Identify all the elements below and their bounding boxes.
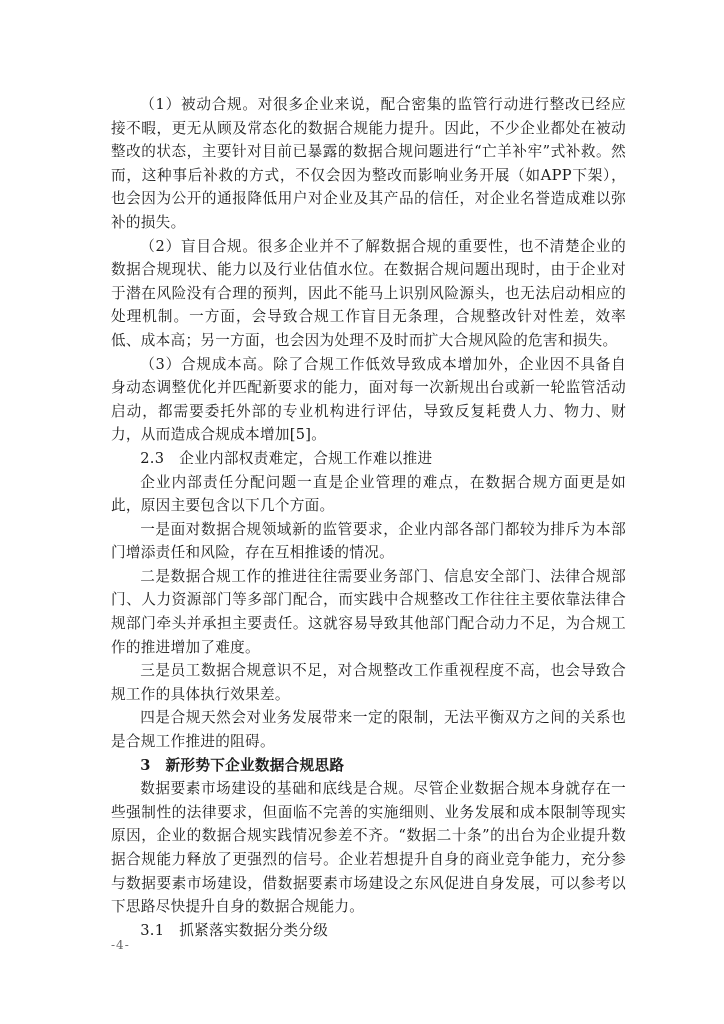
- paragraph-reason-two: 二是数据合规工作的推进往往需要业务部门、信息安全部门、法律合规部门、人力资源部门等多部门配合，而实践中合规整改工作往往主要依靠法律合规部门牵头并承担主要责任。这就容易导致其他部门配合动力不足，为合规工作的推进增加了难度。: [111, 567, 626, 656]
- paragraph-passive-compliance: （1）被动合规。对很多企业来说，配合密集的监管行动进行整改已经应接不暇，更无从顾及常态化的数据合规能力提升。因此，不少企业都处在被动整改的状态，主要针对目前已暴露的数据合规问题进行“亡羊补牢”式补救。然而，这种事后补救的方式，不仅会因为整改而影响业务开展（如APP下架），也会因为公开的通报降低用户对企业及其产品的信任，对企业名誉造成难以弥补的损失。: [111, 96, 626, 231]
- section-heading-3-1: 3.1 抓紧落实数据分类分级: [140, 921, 329, 939]
- paragraph-reason-three: 三是员工数据合规意识不足，对合规整改工作重视程度不高，也会导致合规工作的具体执行效果差。: [111, 662, 626, 703]
- paragraph-reason-one: 一是面对数据合规领域新的监管要求，企业内部各部门都较为排斥为本部门增添责任和风险，存在互相推诿的情况。: [111, 520, 626, 562]
- paragraph-compliance-approach: 数据要素市场建设的基础和底线是合规。尽管企业数据合规本身就存在一些强制性的法律要求，但面临不完善的实施细则、业务发展和成本限制等现实原因，企业的数据合规实践情况参差不齐。“数据二十条”的出台为企业提升数据合规能力释放了更强烈的信号。企业若想提升自身的商业竞争能力，充分参与数据要素市场建设，借数据要素市场建设之东风促进自身发展，可以参考以下思路尽快提升自身的数据合规能力。: [111, 780, 626, 916]
- page-number: -4-: [111, 938, 130, 952]
- section-heading-2-3: 2.3 企业内部权责难定，合规工作难以推进: [140, 449, 433, 467]
- section-heading-3: 3 新形势下企业数据合规思路: [140, 756, 345, 774]
- document-body: [111, 93, 626, 942]
- paragraph-high-compliance-cost: （3）合规成本高。除了合规工作低效导致成本增加外，企业因不具备自身动态调整优化并匹配新要求的能力，面对每一次新规出台或新一轮监管活动启动，都需要委托外部的专业机构进行评估，导致反复耗费人力、物力、财力，从而造成合规成本增加[5]。: [111, 355, 626, 444]
- paragraph-responsibility-intro: 企业内部责任分配问题一直是企业管理的难点，在数据合规方面更是如此，原因主要包含以下几个方面。: [111, 473, 626, 515]
- paragraph-blind-compliance: （2）盲目合规。很多企业并不了解数据合规的重要性，也不清楚企业的数据合规现状、能力以及行业估值水位。在数据合规问题出现时，由于企业对于潜在风险没有合理的预判，因此不能马上识别风险源头，也无法启动相应的处理机制。一方面，会导致合规工作盲目无条理，合规整改针对性差，效率低、成本高；另一方面，也会因为处理不及时而扩大合规风险的危害和损失。: [111, 237, 626, 349]
- paragraph-reason-four: 四是合规天然会对业务发展带来一定的限制，无法平衡双方之间的关系也是合规工作推进的阻碍。: [111, 709, 626, 751]
